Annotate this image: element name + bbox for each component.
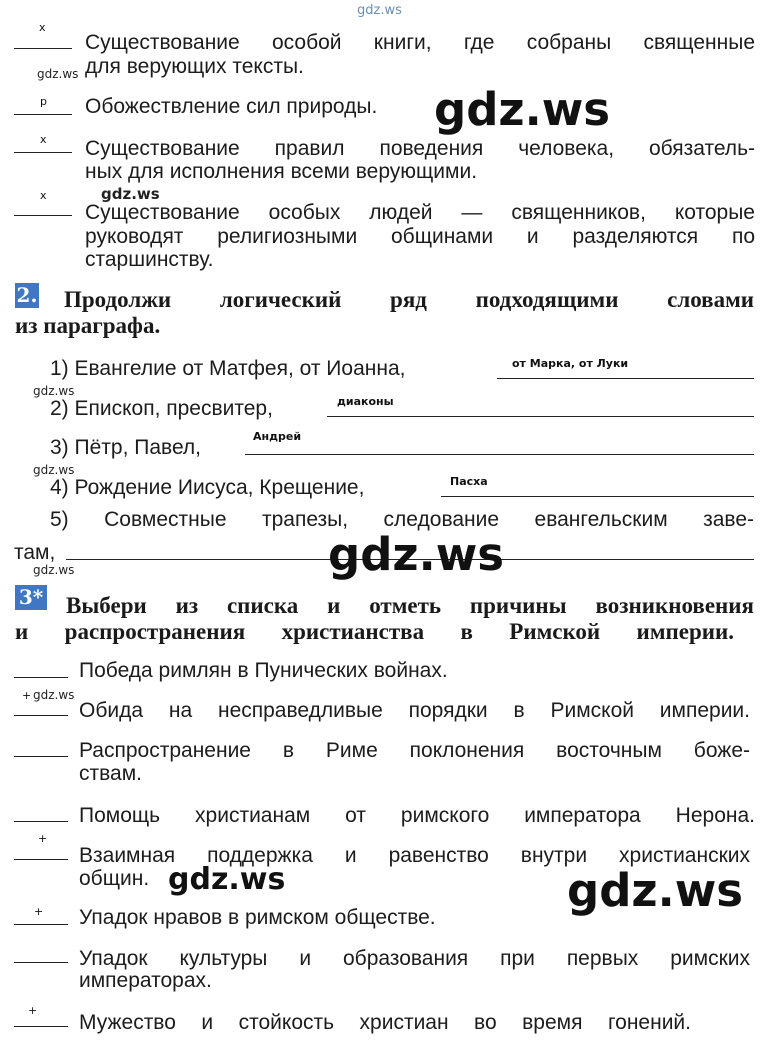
list-item-text: общин. — [79, 867, 150, 890]
answer-blank[interactable] — [14, 924, 68, 925]
handwritten-answer: Андрей — [253, 430, 302, 443]
list-item-text: руководят религиозными общинами и разделяются по — [85, 225, 755, 248]
series-row: 4) Рождение Иисуса, Крещение, — [50, 476, 365, 499]
answer-blank[interactable] — [14, 859, 68, 860]
series-row: там, — [14, 541, 56, 564]
list-item-text: старшинству. — [85, 248, 214, 271]
answer-blank[interactable] — [14, 677, 68, 678]
list-item-text: Существование особой книги, где собраны священные — [85, 31, 755, 54]
answer-blank[interactable] — [14, 152, 72, 153]
list-item-text: Существование правил поведения человека, обязатель- — [85, 137, 755, 160]
series-row: 3) Пётр, Павел, — [50, 436, 202, 459]
list-item-text: Упадок культуры и образования при первых римских — [79, 947, 750, 970]
task-title: и распространения христианства в Римской империи. — [15, 619, 734, 644]
answer-blank[interactable] — [14, 756, 68, 757]
series-row: 5) Совместные трапезы, следование евангельским заве- — [50, 508, 754, 531]
list-item-text: Обида на несправедливые порядки в Римской империи. — [79, 699, 750, 722]
handwritten-answer: диаконы — [337, 395, 394, 408]
list-item-text: Распространение в Риме поклонения восточным боже- — [79, 739, 750, 762]
list-item-text: ствам. — [79, 762, 142, 785]
watermark-small: gdz.ws — [33, 384, 75, 398]
answer-mark: + — [28, 1004, 38, 1017]
list-item-text: Мужество и стойкость христиан во время гонений. — [79, 1011, 691, 1034]
answer-mark: р — [40, 95, 47, 108]
answer-mark: x — [40, 189, 47, 202]
answer-mark: + — [34, 905, 44, 918]
list-item-text: Упадок нравов в римском обществе. — [79, 906, 436, 929]
top-watermark: gdz.ws — [357, 3, 402, 18]
watermark-small: gdz.ws — [33, 563, 75, 577]
answer-line[interactable] — [245, 454, 754, 455]
answer-blank[interactable] — [14, 962, 68, 963]
list-item-text: Победа римлян в Пунических войнах. — [79, 659, 448, 682]
answer-mark: + — [38, 832, 48, 845]
list-item-text: Существование особых людей — священников, которые — [85, 201, 755, 224]
answer-blank[interactable] — [14, 215, 72, 216]
handwritten-answer: Пасха — [450, 475, 488, 488]
watermark-small: gdz.ws — [37, 67, 79, 81]
watermark-large: gdz.ws — [328, 528, 505, 581]
task-number: 2. — [16, 283, 38, 307]
answer-mark: x — [40, 133, 47, 146]
answer-mark: + — [22, 689, 32, 702]
answer-blank[interactable] — [14, 1026, 68, 1027]
list-item-text: Помощь христианам от римского императора Нерона. — [79, 804, 755, 827]
answer-blank[interactable] — [14, 48, 72, 49]
watermark-large: gdz.ws — [567, 864, 744, 917]
answer-blank[interactable] — [14, 715, 68, 716]
list-item-text: Обожествление сил природы. — [85, 95, 378, 118]
answer-blank[interactable] — [14, 821, 68, 822]
task-title: из параграфа. — [15, 313, 161, 338]
answer-line[interactable] — [327, 416, 754, 417]
list-item-text: ных для исполнения всеми верующими. — [85, 160, 478, 183]
watermark-small: gdz.ws — [101, 185, 160, 203]
list-item-text: для верующих тексты. — [85, 55, 304, 78]
task-title: Продолжи логический ряд подходящими словами — [64, 287, 754, 312]
watermark-small: gdz.ws — [33, 463, 75, 477]
answer-mark: x — [39, 21, 46, 34]
handwritten-answer: от Марка, от Луки — [512, 357, 629, 370]
series-row: 1) Евангелие от Матфея, от Иоанна, — [50, 357, 406, 380]
watermark-large: gdz.ws — [434, 83, 611, 136]
task-title: Выбери из списка и отметь причины возникновения — [66, 593, 754, 618]
task-number: 3* — [15, 585, 47, 610]
watermark-small: gdz.ws — [33, 688, 75, 702]
list-item-text: императорах. — [79, 969, 212, 992]
answer-line[interactable] — [497, 378, 754, 379]
answer-blank[interactable] — [14, 114, 72, 115]
list-item-text: Взаимная поддержка и равенство внутри христианских — [79, 844, 750, 867]
watermark-large: gdz.ws — [168, 862, 286, 897]
series-row: 2) Епископ, пресвитер, — [50, 397, 273, 420]
answer-line[interactable] — [441, 496, 754, 497]
